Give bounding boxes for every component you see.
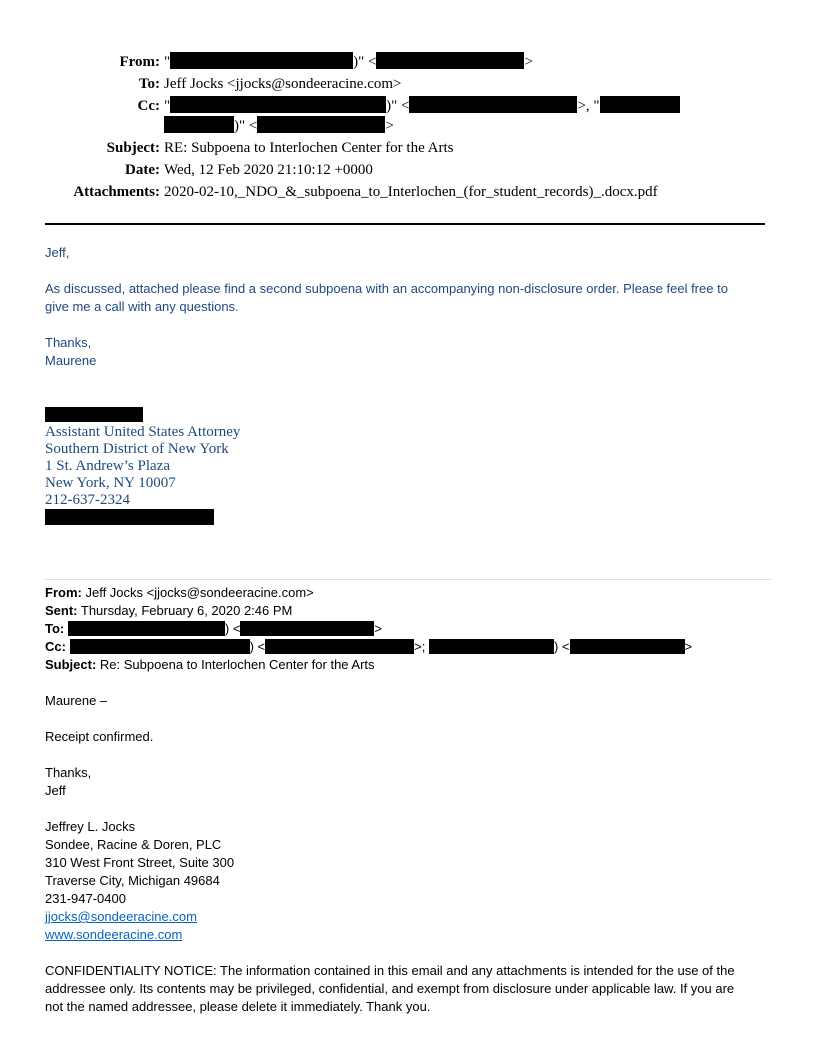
quoted-sent-label: Sent: (45, 603, 78, 618)
quoted-sender-name: Jeff (45, 783, 66, 798)
quoted-to-label: To: (45, 621, 65, 636)
quoted-sig-address2: Traverse City, Michigan 49684 (45, 873, 220, 888)
header-attachments-row (0, 182, 816, 203)
quoted-closing: Thanks, (45, 765, 92, 780)
quoted-from-label: From: (45, 585, 82, 600)
attachment-filename[interactable]: 2020-02-10,_NDO_&_subpoena_to_Interlochen_(for_student_records)_.docx.pdf (164, 184, 658, 200)
redaction (164, 116, 234, 133)
header-to-row (0, 74, 816, 95)
signature-address2: New York, NY 10007 (45, 475, 176, 491)
quoted-cc-label: Cc: (45, 639, 66, 654)
quoted-sig-phone: 231-947-0400 (45, 891, 126, 906)
signature-name-redaction (45, 407, 143, 422)
message-closing: Thanks, (45, 335, 92, 350)
header-from-row (0, 52, 816, 73)
redaction (170, 52, 353, 69)
quoted-from-value: Jeff Jocks <jjocks@sondeeracine.com> (85, 585, 314, 600)
confidentiality-notice-line3: not the named addressee, please delete it immediately. Thank you. (45, 999, 431, 1014)
cc-label: Cc: (137, 98, 160, 114)
signature-address1: 1 St. Andrew’s Plaza (45, 458, 170, 474)
header-cc-row (0, 96, 816, 117)
quoted-divider (45, 579, 771, 580)
header-divider (45, 223, 765, 225)
signature-phone: 212-637-2324 (45, 492, 130, 508)
message-body-line1: As discussed, attached please find a second subpoena with an accompanying non-disclosure order. Please feel free to (45, 281, 728, 296)
quoted-body: Receipt confirmed. (45, 729, 154, 744)
redaction (570, 639, 685, 654)
from-label: From: (119, 54, 160, 70)
signature-email-redaction (45, 509, 214, 525)
message-greeting: Jeff, (45, 245, 70, 260)
confidentiality-notice-line1: CONFIDENTIALITY NOTICE: The information contained in this email and any attachments is intended for the use of the (45, 963, 735, 978)
date-label: Date: (125, 162, 160, 178)
quoted-sent-value: Thursday, February 6, 2020 2:46 PM (80, 603, 293, 618)
redaction (265, 639, 414, 654)
header-cc-row-cont (0, 116, 816, 137)
subject-value: RE: Subpoena to Interlochen Center for the Arts (164, 140, 454, 156)
quoted-subject-label: Subject: (45, 657, 97, 672)
quoted-salutation: Maurene – (45, 693, 108, 708)
quoted-sig-name: Jeffrey L. Jocks (45, 819, 136, 834)
redaction (240, 621, 374, 636)
quoted-sig-address1: 310 West Front Street, Suite 300 (45, 855, 235, 870)
redaction (257, 116, 385, 133)
date-value: Wed, 12 Feb 2020 21:10:12 +0000 (164, 162, 373, 178)
quoted-to-row: To: ) < > (45, 621, 383, 636)
to-label: To: (138, 76, 160, 92)
header-date-row (0, 160, 816, 181)
redaction (170, 96, 386, 113)
cc-value-cont: )" < > (164, 116, 394, 137)
redaction (70, 639, 250, 654)
message-body-line2: give me a call with any questions. (45, 299, 239, 314)
signature-title: Assistant United States Attorney (45, 424, 241, 440)
redaction (600, 96, 680, 113)
quoted-subject-row (45, 656, 375, 674)
signature-office: Southern District of New York (45, 441, 229, 457)
redaction (376, 52, 524, 69)
to-value: Jeff Jocks <jjocks@sondeeracine.com> (164, 76, 402, 92)
quoted-from-row (45, 584, 314, 602)
quoted-sig-website-link[interactable]: www.sondeeracine.com (45, 927, 183, 942)
quoted-subject-value: Re: Subpoena to Interlochen Center for the Arts (99, 657, 375, 672)
quoted-sig-firm: Sondee, Racine & Doren, PLC (45, 837, 222, 852)
header-subject-row (0, 138, 816, 159)
attachments-label: Attachments: (73, 184, 160, 200)
quoted-cc-row: Cc: ) < >; ) < > (45, 639, 693, 654)
confidentiality-notice-line2: addressee only. Its contents may be privileged, confidential, and exempt from disclosure under applicable law. If you are (45, 981, 735, 996)
redaction (429, 639, 554, 654)
subject-label: Subject: (106, 140, 160, 156)
cc-value: " )" < >, " (164, 96, 680, 117)
quoted-sig-email-link[interactable]: jjocks@sondeeracine.com (45, 909, 197, 924)
redaction (409, 96, 577, 113)
redaction (68, 621, 225, 636)
message-sender-name: Maurene (45, 353, 97, 368)
quoted-sent-row (45, 602, 292, 620)
from-value: " )" < > (164, 54, 533, 70)
